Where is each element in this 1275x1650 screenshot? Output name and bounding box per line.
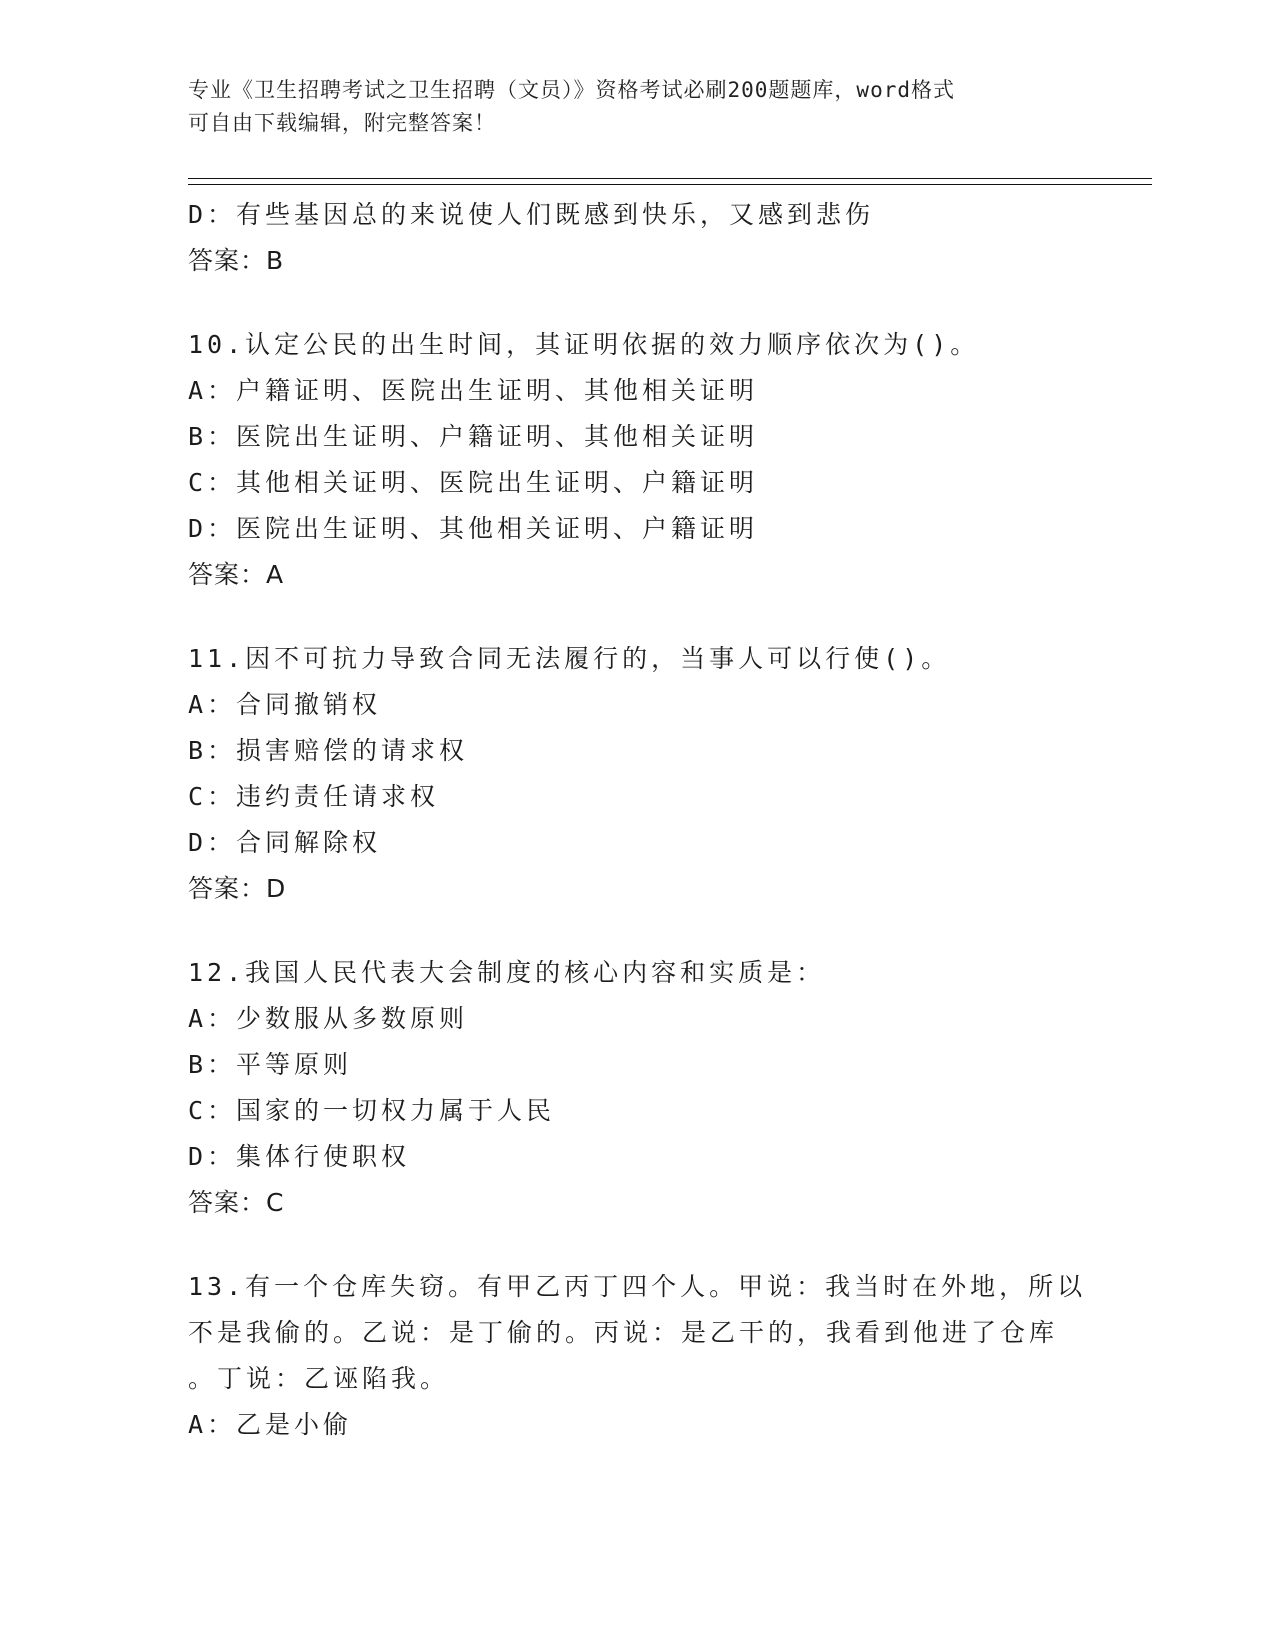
question-stem-line-2: 不是我偷的。乙说：是丁偷的。丙说：是乙干的，我看到他进了仓库 <box>188 1318 1059 1347</box>
spacer <box>188 1226 1088 1264</box>
option-c: C：违约责任请求权 <box>188 782 440 811</box>
question-12 <box>188 950 1088 1226</box>
header-divider-bottom <box>188 184 1152 185</box>
option-d: D：有些基因总的来说使人们既感到快乐，又感到悲伤 <box>188 200 875 229</box>
option-a: A：户籍证明、医院出生证明、其他相关证明 <box>188 376 759 405</box>
header-title-line-1: 专业《卫生招聘考试之卫生招聘（文员）》资格考试必刷200题题库，word格式 <box>188 78 955 102</box>
option-b: B：平等原则 <box>188 1050 353 1079</box>
question-stem: 10.认定公民的出生时间，其证明依据的效力顺序依次为()。 <box>188 330 980 359</box>
answer-line: 答案：A <box>188 560 285 589</box>
question-10 <box>188 322 1088 598</box>
answer-line: 答案：C <box>188 1188 285 1217</box>
answer-line: 答案：B <box>188 246 285 275</box>
option-a: A：乙是小偷 <box>188 1410 353 1439</box>
spacer <box>188 912 1088 950</box>
option-b: B：医院出生证明、户籍证明、其他相关证明 <box>188 422 759 451</box>
header-divider-top <box>188 178 1152 179</box>
option-b: B：损害赔偿的请求权 <box>188 736 469 765</box>
question-stem: 11.因不可抗力导致合同无法履行的，当事人可以行使()。 <box>188 644 951 673</box>
question-stem-line-3: 。丁说：乙诬陷我。 <box>188 1364 450 1393</box>
answer-line: 答案：D <box>188 874 287 903</box>
question-stem-line-1: 13.有一个仓库失窃。有甲乙丙丁四个人。甲说：我当时在外地，所以 <box>188 1272 1087 1301</box>
option-d: D：集体行使职权 <box>188 1142 411 1171</box>
spacer <box>188 598 1088 636</box>
question-list <box>188 192 1088 1448</box>
option-d: D：合同解除权 <box>188 828 382 857</box>
question-stem: 12.我国人民代表大会制度的核心内容和实质是： <box>188 958 826 987</box>
previous-question-tail <box>188 192 1088 284</box>
option-a: A：合同撤销权 <box>188 690 382 719</box>
document-header <box>188 74 1088 140</box>
spacer <box>188 284 1088 322</box>
option-c: C：国家的一切权力属于人民 <box>188 1096 556 1125</box>
option-d: D：医院出生证明、其他相关证明、户籍证明 <box>188 514 759 543</box>
question-13 <box>188 1264 1088 1448</box>
header-title-line-2: 可自由下载编辑，附完整答案！ <box>188 111 496 135</box>
option-c: C：其他相关证明、医院出生证明、户籍证明 <box>188 468 759 497</box>
question-11 <box>188 636 1088 912</box>
option-a: A：少数服从多数原则 <box>188 1004 469 1033</box>
